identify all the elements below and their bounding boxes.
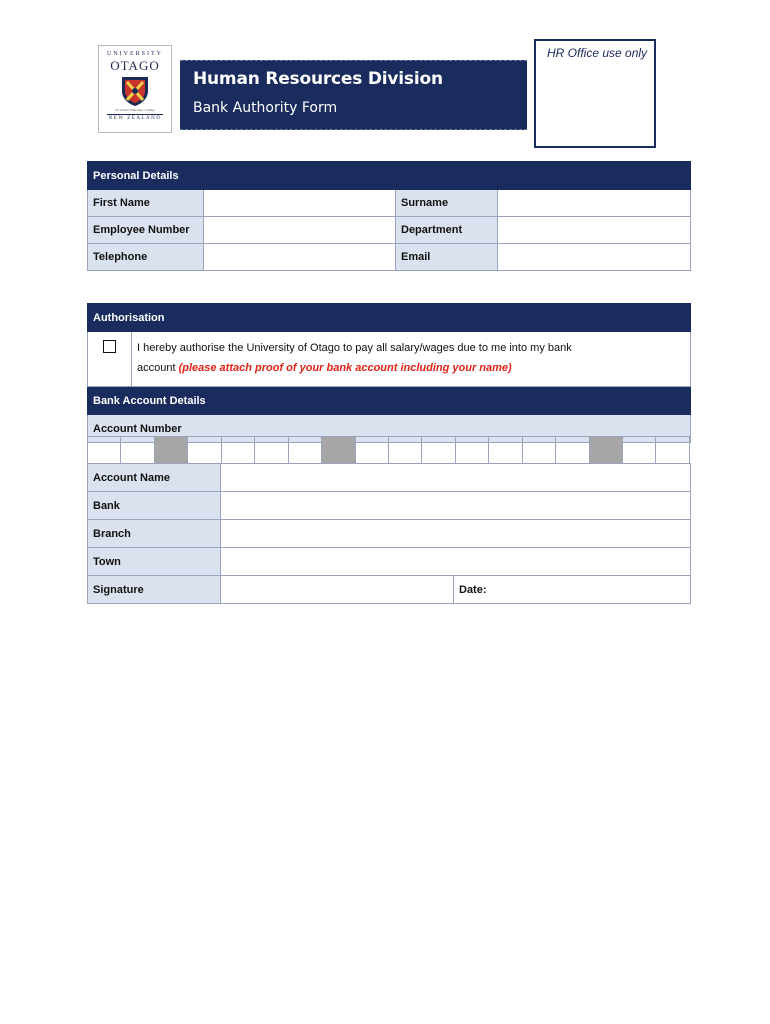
authorisation-row [88, 332, 691, 387]
authorisation-line-1: I hereby authorise the University of Otago to pay all salary/wages due to me into my bank [137, 342, 572, 354]
department-field[interactable] [498, 217, 691, 244]
bank-details-heading: Bank Account Details [88, 387, 691, 415]
personal-details-heading: Personal Details [88, 162, 691, 190]
logo-name-text: OTAGO [110, 58, 160, 73]
authorisation-table [87, 303, 691, 443]
personal-details-table [87, 161, 691, 271]
hr-office-label: HR Office use only [547, 46, 648, 60]
table-row [88, 548, 691, 576]
table-row [88, 217, 691, 244]
authorisation-heading: Authorisation [88, 304, 691, 332]
table-row [88, 244, 691, 271]
digit-box[interactable] [188, 437, 221, 464]
table-row [88, 190, 691, 217]
surname-label: Surname [396, 190, 498, 217]
account-number-boxes [87, 436, 690, 464]
authorisation-checkbox[interactable] [103, 340, 116, 353]
digit-box[interactable] [88, 437, 121, 464]
authorisation-checkbox-cell [88, 332, 132, 387]
digit-separator [154, 437, 187, 464]
bank-details-header [88, 387, 691, 415]
table-row [88, 464, 691, 492]
bank-field[interactable] [221, 492, 691, 520]
digit-box[interactable] [556, 437, 589, 464]
digit-box[interactable] [121, 437, 154, 464]
personal-details-header [88, 162, 691, 190]
first-name-label: First Name [88, 190, 204, 217]
bank-details-table [87, 463, 691, 604]
digit-box[interactable] [455, 437, 488, 464]
signature-field[interactable] [221, 576, 454, 604]
telephone-label: Telephone [88, 244, 204, 271]
digit-box[interactable] [355, 437, 388, 464]
digit-box[interactable] [623, 437, 656, 464]
authorisation-header [88, 304, 691, 332]
bank-label: Bank [88, 492, 221, 520]
authorisation-line-2-prefix: account [137, 362, 179, 374]
form-title: Bank Authority Form [193, 100, 338, 116]
digit-separator [589, 437, 622, 464]
proof-note: (please attach proof of your bank account including your name) [178, 362, 512, 374]
digit-box[interactable] [656, 437, 690, 464]
university-logo [98, 45, 172, 133]
hr-office-box[interactable] [534, 39, 656, 148]
digit-box[interactable] [388, 437, 421, 464]
table-row [88, 576, 691, 604]
logo-motto: Te Whare Wānanga o Otāgo [115, 108, 155, 112]
town-label: Town [88, 548, 221, 576]
logo-university-text: UNIVERSITY [107, 51, 163, 57]
table-row [88, 492, 691, 520]
authorisation-statement [132, 332, 691, 387]
digit-box[interactable] [522, 437, 555, 464]
employee-number-label: Employee Number [88, 217, 204, 244]
date-field[interactable] [454, 576, 691, 604]
telephone-field[interactable] [204, 244, 396, 271]
email-field[interactable] [498, 244, 691, 271]
department-label: Department [396, 217, 498, 244]
branch-label: Branch [88, 520, 221, 548]
digit-box[interactable] [255, 437, 288, 464]
table-row [88, 437, 690, 464]
account-name-field[interactable] [221, 464, 691, 492]
division-title: Human Resources Division [193, 69, 443, 89]
account-number-label: Account Number [88, 415, 691, 443]
employee-number-field[interactable] [204, 217, 396, 244]
email-label: Email [396, 244, 498, 271]
logo-country: NEW ZEALAND [108, 116, 162, 121]
account-name-label: Account Name [88, 464, 221, 492]
date-label: Date: [459, 583, 487, 596]
branch-field[interactable] [221, 520, 691, 548]
digit-box[interactable] [221, 437, 254, 464]
crest-icon [120, 75, 150, 107]
town-field[interactable] [221, 548, 691, 576]
digit-box[interactable] [288, 437, 321, 464]
header-banner [180, 60, 527, 130]
digit-box[interactable] [422, 437, 455, 464]
digit-box[interactable] [489, 437, 522, 464]
authorisation-line-2 [137, 358, 690, 378]
signature-label: Signature [88, 576, 221, 604]
first-name-field[interactable] [204, 190, 396, 217]
surname-field[interactable] [498, 190, 691, 217]
digit-separator [322, 437, 355, 464]
table-row [88, 520, 691, 548]
